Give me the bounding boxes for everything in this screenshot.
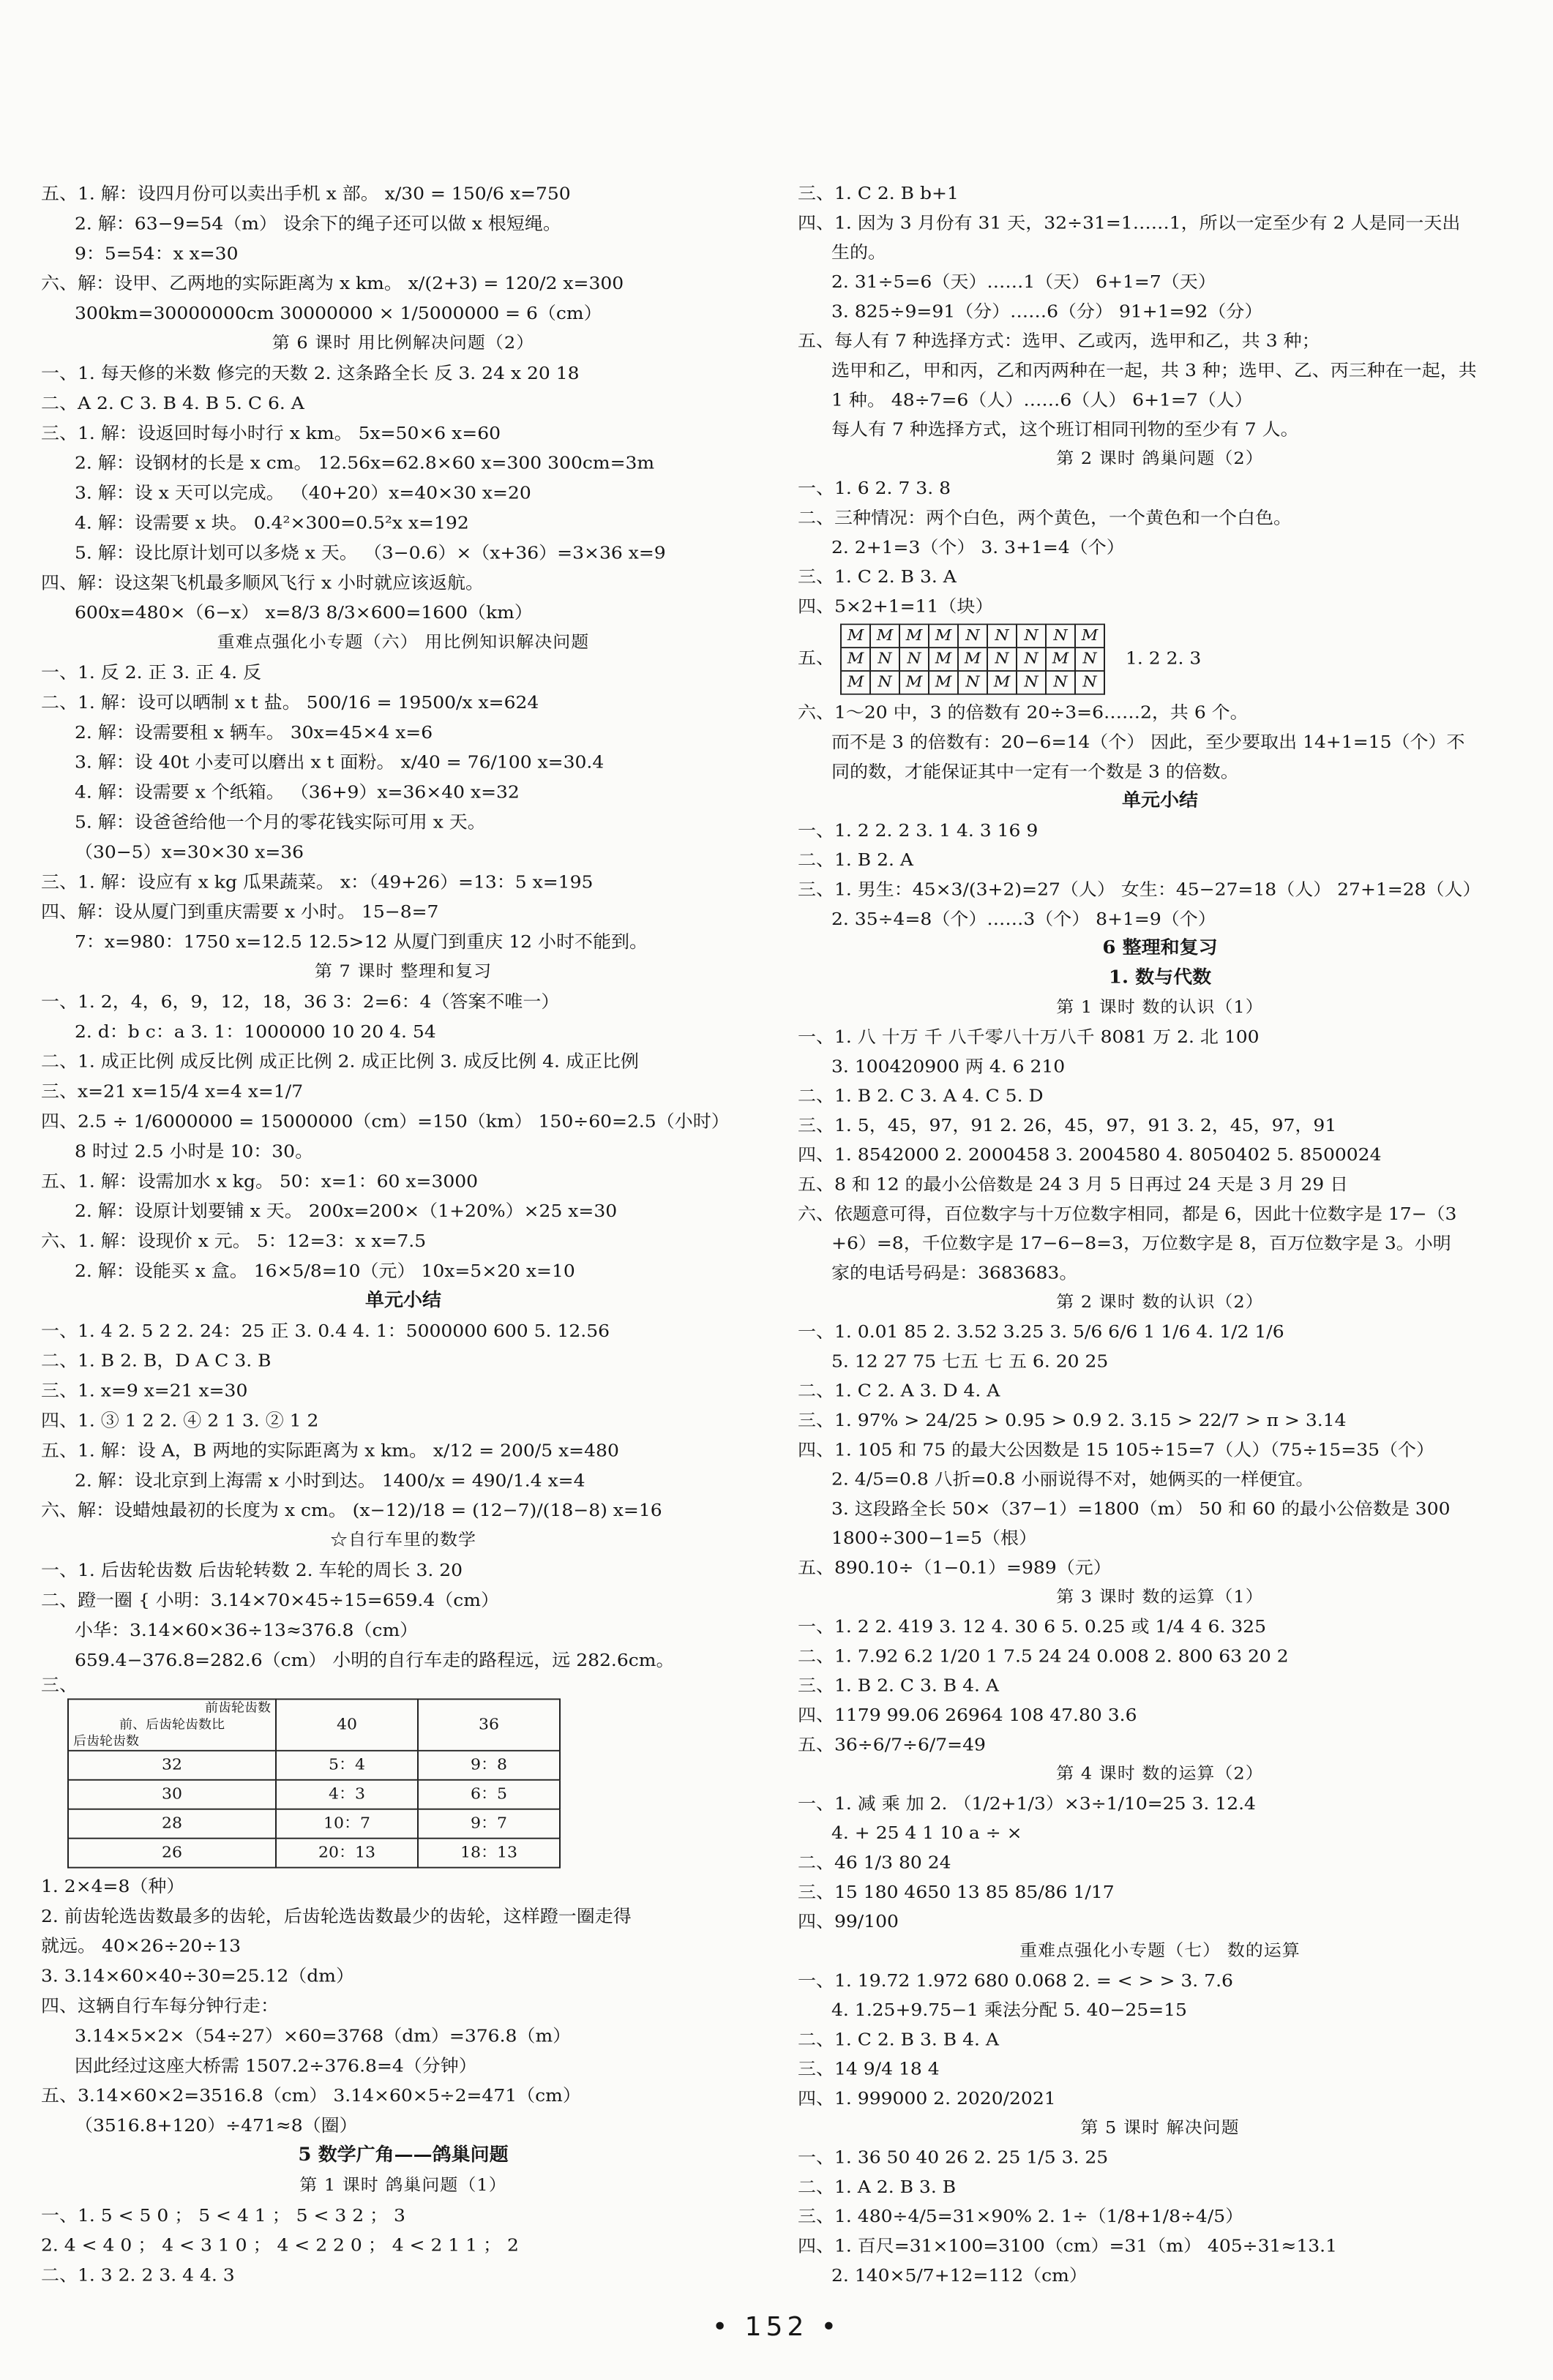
answer-line: 生的。 bbox=[831, 242, 887, 263]
answer-line: 三、1. C 2. B 3. A bbox=[798, 566, 957, 587]
left-column bbox=[41, 179, 766, 2290]
answer-line: 一、1. 每天修的米数 修完的天数 2. 这条路全长 反 3. 24 x 20 18 bbox=[41, 363, 580, 383]
answer-line: 2. 4 < 4 0 ； 4 < 3 1 0 ； 4 < 2 2 0 ； 4 < 2 1 1 ； 2 bbox=[41, 2234, 519, 2256]
answer-line: 六、1～20 中，3 的倍数有 20÷3=6……2，共 6 个。 bbox=[798, 702, 1249, 723]
answer-line: 三、1. 男生：45×3/(3+2)=27（人） 女生：45−27=18（人） 27+1=28（人） bbox=[798, 879, 1481, 900]
mn-grid-block bbox=[798, 623, 1522, 694]
table-cell: 26 bbox=[68, 1839, 276, 1868]
answer-line: 五、890.10÷（1−0.1）=989（元） bbox=[798, 1557, 1112, 1578]
table-cell: 10：7 bbox=[276, 1809, 418, 1839]
answer-line: 一、1. 反 2. 正 3. 正 4. 反 bbox=[41, 662, 262, 683]
answer-line: 五、1. 解：设四月份可以卖出手机 x 部。 x/30 = 150/6 x=750 bbox=[41, 183, 571, 204]
answer-line: 二、三种情况：两个白色，两个黄色，一个黄色和一个白色。 bbox=[798, 507, 1292, 528]
answer-line: 四、1179 99.06 26964 108 47.80 3.6 bbox=[798, 1705, 1137, 1725]
answer-line: 9：5=54：x x=30 bbox=[75, 243, 239, 264]
answer-line: 1800÷300−1=5（根） bbox=[831, 1528, 1037, 1548]
table-cell: N bbox=[1017, 671, 1046, 694]
answer-line: 300km=30000000cm 30000000 × 1/5000000 = 6（cm） bbox=[75, 303, 602, 323]
answer-line: 1. 2 2. 3 bbox=[1120, 647, 1202, 668]
table-cell: M bbox=[1075, 624, 1104, 647]
answer-line: 1 种。 48÷7=6（人）……6（人） 6+1=7（人） bbox=[831, 389, 1253, 410]
answer-line: 2. 解：设北京到上海需 x 小时到达。 1400/x = 490/1.4 x=4 bbox=[75, 1470, 585, 1491]
answer-line: （30−5）x=30×30 x=36 bbox=[75, 841, 304, 863]
answer-line: 二、1. 解：设可以晒制 x t 盐。 500/16 = 19500/x x=624 bbox=[41, 692, 539, 713]
answer-line: 二、1. B 2. B，D A C 3. B bbox=[41, 1350, 272, 1371]
answer-line: 5. 解：设爸爸给他一个月的零花钱实际可用 x 天。 bbox=[75, 811, 486, 833]
right-column bbox=[798, 179, 1522, 2290]
table-cell: 9：7 bbox=[418, 1809, 560, 1839]
answer-line: 三、15 180 4650 13 85 85/86 1/17 bbox=[798, 1882, 1115, 1902]
answer-line: 四、1. 999000 2. 2020/2021 bbox=[798, 2088, 1056, 2109]
answer-line: 7：x=980：1750 x=12.5 12.5>12 从厦门到重庆 12 小时不能到。 bbox=[75, 931, 648, 952]
gear-ratio-block bbox=[41, 1675, 766, 1871]
answer-line: 3. 解：设 x 天可以完成。 （40+20）x=40×30 x=20 bbox=[75, 482, 531, 503]
answer-line: 三、1. 480÷4/5=31×90% 2. 1÷（1/8+1/8÷4/5） bbox=[798, 2206, 1244, 2226]
table-row bbox=[841, 671, 1104, 694]
answer-line: 3. 解：设 40t 小麦可以磨出 x t 面粉。 x/40 = 76/100 x=30.4 bbox=[75, 751, 605, 773]
answer-line: 同的数，才能保证其中一定有一个数是 3 的倍数。 bbox=[831, 761, 1239, 781]
section-heading: 第 1 课时 数的认识（1） bbox=[1056, 997, 1264, 1017]
answer-line: 因此经过这座大桥需 1507.2÷376.8=4（分钟） bbox=[75, 2055, 477, 2076]
answer-line: 二、1. B 2. C 3. A 4. C 5. D bbox=[798, 1086, 1044, 1106]
question-label: 五、 bbox=[798, 647, 835, 668]
answer-line: 一、1. 2 2. 2 3. 1 4. 3 16 9 bbox=[798, 820, 1039, 841]
answer-line: 3. 100420900 两 4. 6 210 bbox=[831, 1056, 1066, 1076]
answer-line: 三、1. 5，45，97，91 2. 26，45，97，91 3. 2，45，97，91 bbox=[798, 1115, 1337, 1135]
answer-line: 三、14 9/4 18 4 bbox=[798, 2059, 940, 2079]
answer-line: 2. 2+1=3（个） 3. 3+1=4（个） bbox=[831, 537, 1125, 558]
answer-line: +6）=8，千位数字是 17−6−8=3，万位数字是 8，百万位数字是 3。小明 bbox=[831, 1233, 1451, 1253]
answer-line: 一、1. 36 50 40 26 2. 25 1/5 3. 25 bbox=[798, 2147, 1109, 2168]
table-row bbox=[68, 1809, 560, 1839]
section-heading: 第 1 课时 鸽巢问题（1） bbox=[299, 2175, 507, 2195]
answer-line: 2. 35÷4=8（个）……3（个） 8+1=9（个） bbox=[831, 909, 1216, 929]
table-cell: N bbox=[870, 647, 899, 671]
table-cell: 32 bbox=[68, 1751, 276, 1780]
answer-line: 600x=480×（6−x） x=8/3 8/3×600=1600（km） bbox=[75, 602, 533, 623]
table-cell: N bbox=[987, 624, 1017, 647]
answer-line: 四、5×2+1=11（块） bbox=[798, 596, 994, 617]
section-heading: 第 6 课时 用比例解决问题（2） bbox=[272, 333, 535, 353]
table-cell: M bbox=[841, 624, 870, 647]
answer-line: 4. 1.25+9.75−1 乘法分配 5. 40−25=15 bbox=[831, 2000, 1187, 2020]
answer-line: 二、蹬一圈 { 小明：3.14×70×45÷15=659.4（cm） bbox=[41, 1590, 499, 1610]
answer-line: 二、A 2. C 3. B 4. B 5. C 6. A bbox=[41, 392, 304, 413]
answer-line: 5. 解：设比原计划可以多烧 x 天。 （3−0.6）×（x+36）=3×36 x=9 bbox=[75, 542, 666, 563]
answer-line: 五、1. 解：设需加水 x kg。 50：x=1：60 x=3000 bbox=[41, 1171, 479, 1192]
answer-line: 三、x=21 x=15/4 x=4 x=1/7 bbox=[41, 1081, 304, 1102]
answer-line: 2. 解：设能买 x 盒。 16×5/8=10（元） 10x=5×20 x=10 bbox=[75, 1261, 575, 1281]
answer-line: 三、1. 97% > 24/25 > 0.95 > 0.9 2. 3.15 > 22/7 > π > 3.14 bbox=[798, 1410, 1347, 1430]
answer-line: 二、1. 3 2. 2 3. 4 4. 3 bbox=[41, 2264, 235, 2286]
table-cell: N bbox=[1017, 624, 1046, 647]
answer-line: 一、1. 5 < 5 0 ； 5 < 4 1 ； 5 < 3 2 ； 3 bbox=[41, 2204, 405, 2226]
answer-line: 五、8 和 12 的最小公倍数是 24 3 月 5 日再过 24 天是 3 月 29 日 bbox=[798, 1174, 1349, 1195]
table-cell: 6：5 bbox=[418, 1780, 560, 1809]
table-cell: M bbox=[958, 647, 987, 671]
answer-line: 一、1. 2，4，6，9，12，18，36 3：2=6：4（答案不唯一） bbox=[41, 991, 560, 1012]
table-cell: M bbox=[841, 671, 870, 694]
answer-line: 六、解：设蜡烛最初的长度为 x cm。 (x−12)/18 = (12−7)/(18−8) x=16 bbox=[41, 1500, 662, 1520]
answer-line: 2. d：b c：a 3. 1：1000000 10 20 4. 54 bbox=[75, 1021, 436, 1042]
answer-line: 选甲和乙，甲和丙，乙和丙两种在一起，共 3 种；选甲、乙、丙三种在一起，共 bbox=[831, 360, 1477, 380]
answer-line: 4. + 25 4 1 10 a ÷ × bbox=[831, 1822, 1022, 1843]
answer-line: 小华：3.14×60×36÷13≈376.8（cm） bbox=[75, 1619, 419, 1640]
table-cell: N bbox=[958, 624, 987, 647]
answer-line: 2. 4/5=0.8 八折=0.8 小丽说得不对，她俩买的一样便宜。 bbox=[831, 1469, 1314, 1490]
answer-line: 一、1. 19.72 1.972 680 0.068 2. = < > > 3. 7.6 bbox=[798, 1970, 1233, 1991]
table-corner-cell: 前齿轮齿数 前、后齿轮齿数比 后齿轮齿数 bbox=[68, 1699, 276, 1750]
answer-line: 一、1. 4 2. 5 2 2. 24：25 正 3. 0.4 4. 1：5000000 600 5. 12.56 bbox=[41, 1320, 610, 1341]
answer-line: 四、1. 8542000 2. 2000458 3. 2004580 4. 8050402 5. 8500024 bbox=[798, 1144, 1382, 1165]
table-cell: 20：13 bbox=[276, 1839, 418, 1868]
table-row bbox=[68, 1839, 560, 1868]
table-cell: 30 bbox=[68, 1780, 276, 1809]
table-cell: N bbox=[1046, 624, 1075, 647]
table-cell: 4：3 bbox=[276, 1780, 418, 1809]
answer-line: 四、解：设从厦门到重庆需要 x 小时。 15−8=7 bbox=[41, 901, 439, 922]
answer-line: 659.4−376.8=282.6（cm） 小明的自行车走的路程远，远 282.6cm。 bbox=[75, 1649, 675, 1670]
section-heading: 5 数学广角——鸽巢问题 bbox=[298, 2144, 509, 2166]
answer-line: 二、1. B 2. A bbox=[798, 849, 913, 870]
table-cell: M bbox=[929, 671, 958, 694]
answer-line: 2. 解：设需要租 x 辆车。 30x=45×4 x=6 bbox=[75, 721, 433, 743]
answer-line: 五、每人有 7 种选择方式：选甲、乙或丙，选甲和乙，共 3 种； bbox=[798, 331, 1320, 351]
answer-line: 五、36÷6/7÷6/7=49 bbox=[798, 1734, 986, 1754]
answer-line: 三、1. C 2. B b+1 bbox=[798, 183, 959, 203]
section-heading: 1. 数与代数 bbox=[1108, 966, 1212, 988]
answer-line: 4. 解：设需要 x 块。 0.4²×300=0.5²x x=192 bbox=[75, 512, 469, 533]
table-cell: M bbox=[841, 647, 870, 671]
answer-line: 就远。 40×26÷20÷13 bbox=[41, 1935, 242, 1956]
table-cell: N bbox=[987, 647, 1017, 671]
answer-line: 3. 3.14×60×40÷30=25.12（dm） bbox=[41, 1965, 354, 1986]
answer-line: 2. 解：63−9=54（m） 设余下的绳子还可以做 x 根短绳。 bbox=[75, 213, 561, 234]
table-cell: N bbox=[1046, 671, 1075, 694]
answer-line: 1. 2×4=8（种） bbox=[41, 1876, 185, 1896]
answer-line: 5. 12 27 75 七五 七 五 6. 20 25 bbox=[831, 1351, 1109, 1371]
answer-line: 每人有 7 种选择方式，这个班订相同刊物的至少有 7 人。 bbox=[831, 418, 1299, 440]
table-cell: 18：13 bbox=[418, 1839, 560, 1868]
answer-line: 一、1. 后齿轮齿数 后齿轮转数 2. 车轮的周长 3. 20 bbox=[41, 1560, 463, 1580]
answer-line: 3. 这段路全长 50×（37−1）=1800（m） 50 和 60 的最小公倍数是 300 bbox=[831, 1498, 1451, 1519]
answer-line: 五、3.14×60×2=3516.8（cm） 3.14×60×5÷2=471（cm） bbox=[41, 2085, 581, 2106]
page-number: • 152 • bbox=[711, 2312, 842, 2342]
answer-line: 六、1. 解：设现价 x 元。 5：12=3：x x=7.5 bbox=[41, 1231, 427, 1251]
table-cell: N bbox=[958, 671, 987, 694]
table-cell: M bbox=[987, 671, 1017, 694]
answer-line: 4. 解：设需要 x 个纸箱。 （36+9）x=36×40 x=32 bbox=[75, 781, 520, 803]
mn-grid-table bbox=[840, 623, 1105, 694]
table-cell: N bbox=[1075, 671, 1104, 694]
answer-line: 三、1. 解：设返回时每小时行 x km。 5x=50×6 x=60 bbox=[41, 422, 501, 443]
answer-line: 一、1. 八 十万 千 八千零八十万八千 8081 万 2. 北 100 bbox=[798, 1026, 1260, 1047]
answer-line: 3. 825÷9=91（分）……6（分） 91+1=92（分） bbox=[831, 301, 1263, 321]
answer-line: 3.14×5×2×（54÷27）×60=3768（dm）=376.8（m） bbox=[75, 2025, 572, 2046]
answer-line: 一、1. 减 乘 加 2. （1/2+1/3）×3÷1/10=25 3. 12.4 bbox=[798, 1793, 1256, 1814]
section-heading: 单元小结 bbox=[1121, 790, 1198, 811]
answer-line: 而不是 3 的倍数有：20−6=14（个） 因此，至少要取出 14+1=15（个）不 bbox=[831, 732, 1465, 752]
answer-line: 二、46 1/3 80 24 bbox=[798, 1852, 951, 1873]
table-cell: N bbox=[1075, 647, 1104, 671]
table-cell: N bbox=[1017, 647, 1046, 671]
answer-line: 一、1. 0.01 85 2. 3.52 3.25 3. 5/6 6/6 1 1/6 4. 1/2 1/6 bbox=[798, 1321, 1284, 1342]
answer-line: 四、解：设这架飞机最多顺风飞行 x 小时就应该返航。 bbox=[41, 572, 484, 593]
table-cell: M bbox=[929, 647, 958, 671]
answer-line: 四、这辆自行车每分钟行走： bbox=[41, 1995, 280, 2016]
section-heading: 第 2 课时 数的认识（2） bbox=[1056, 1292, 1264, 1312]
gear-ratio-table bbox=[67, 1698, 561, 1868]
answer-line: 二、1. C 2. A 3. D 4. A bbox=[798, 1381, 1000, 1401]
answer-line: 8 时过 2.5 小时是 10：30。 bbox=[75, 1141, 314, 1162]
table-row bbox=[841, 647, 1104, 671]
table-cell: 5：4 bbox=[276, 1751, 418, 1780]
answer-line: 四、1. ③ 1 2 2. ④ 2 1 3. ② 1 2 bbox=[41, 1410, 319, 1431]
answer-line: 五、1. 解：设 A，B 两地的实际距离为 x km。 x/12 = 200/5 x=480 bbox=[41, 1440, 619, 1461]
question-label: 三、 bbox=[41, 1675, 78, 1695]
table-cell: M bbox=[899, 671, 929, 694]
section-heading: 单元小结 bbox=[364, 1290, 441, 1311]
table-cell: 9：8 bbox=[418, 1751, 560, 1780]
section-heading: ☆自行车里的数学 bbox=[330, 1530, 476, 1550]
section-heading: 重难点强化小专题（七） 数的运算 bbox=[1019, 1940, 1301, 1961]
answer-line: 2. 解：设钢材的长是 x cm。 12.56x=62.8×60 x=300 300cm=3m bbox=[75, 452, 655, 473]
answer-line: （3516.8+120）÷471≈8（圈） bbox=[75, 2115, 358, 2136]
table-row bbox=[68, 1751, 560, 1780]
answer-line: 2. 解：设原计划要铺 x 天。 200x=200×（1+20%）×25 x=30 bbox=[75, 1201, 618, 1221]
table-cell: M bbox=[870, 624, 899, 647]
answer-line: 四、1. 105 和 75 的最大公因数是 15 105÷15=7（人）（75÷15=35（个） bbox=[798, 1439, 1435, 1460]
section-heading: 第 7 课时 整理和复习 bbox=[314, 961, 493, 981]
answer-line: 家的电话号码是：3683683。 bbox=[831, 1262, 1078, 1283]
table-cell: N bbox=[899, 647, 929, 671]
answer-line: 四、2.5 ÷ 1/6000000 = 15000000（cm）=150（km） 150÷60=2.5（小时） bbox=[41, 1111, 730, 1132]
answer-line: 二、1. C 2. B 3. B 4. A bbox=[798, 2029, 999, 2050]
section-heading: 第 4 课时 数的运算（2） bbox=[1056, 1764, 1264, 1784]
section-heading: 第 2 课时 鸽巢问题（2） bbox=[1056, 448, 1264, 468]
table-row bbox=[841, 624, 1104, 647]
section-heading: 第 5 课时 解决问题 bbox=[1080, 2117, 1240, 2137]
table-cell: M bbox=[1046, 647, 1075, 671]
table-cell: M bbox=[929, 624, 958, 647]
answer-line: 三、1. 解：设应有 x kg 瓜果蔬菜。 x：（49+26）=13：5 x=195 bbox=[41, 871, 594, 892]
answer-line: 六、解：设甲、乙两地的实际距离为 x km。 x/(2+3) = 120/2 x=300 bbox=[41, 273, 624, 293]
answer-line: 2. 140×5/7+12=112（cm） bbox=[831, 2265, 1088, 2286]
answer-line: 二、1. 成正比例 成反比例 成正比例 2. 成正比例 3. 成反比例 4. 成正比例 bbox=[41, 1051, 639, 1072]
answer-line: 六、依题意可得，百位数字与十万位数字相同，都是 6，因此十位数字是 17−（3 bbox=[798, 1204, 1457, 1224]
answer-line: 一、1. 6 2. 7 3. 8 bbox=[798, 478, 951, 498]
section-heading: 第 3 课时 数的运算（1） bbox=[1056, 1587, 1264, 1607]
answer-line: 四、1. 百尺=31×100=3100（cm）=31（m） 405÷31≈13.1 bbox=[798, 2235, 1338, 2256]
answer-line: 一、1. 2 2. 419 3. 12 4. 30 6 5. 0.25 或 1/4 4 6. 325 bbox=[798, 1616, 1266, 1637]
table-row bbox=[68, 1780, 560, 1809]
table-header-cell: 40 bbox=[276, 1699, 418, 1750]
answer-line: 二、1. 7.92 6.2 1/20 1 7.5 24 24 0.008 2. 800 63 20 2 bbox=[798, 1645, 1289, 1667]
table-cell: 28 bbox=[68, 1809, 276, 1839]
section-heading: 6 整理和复习 bbox=[1102, 937, 1218, 958]
answer-line: 四、99/100 bbox=[798, 1911, 899, 1932]
answer-line: 二、1. A 2. B 3. B bbox=[798, 2177, 957, 2197]
table-cell: M bbox=[899, 624, 929, 647]
answer-line: 2. 31÷5=6（天）……1（天） 6+1=7（天） bbox=[831, 271, 1216, 292]
answer-line: 三、1. B 2. C 3. B 4. A bbox=[798, 1675, 999, 1696]
table-header-cell: 36 bbox=[418, 1699, 560, 1750]
table-cell: N bbox=[870, 671, 899, 694]
answer-line: 2. 前齿轮选齿数最多的齿轮，后齿轮选齿数最少的齿轮，这样蹬一圈走得 bbox=[41, 1905, 632, 1926]
section-heading: 重难点强化小专题（六） 用比例知识解决问题 bbox=[217, 632, 590, 652]
answer-line: 三、1. x=9 x=21 x=30 bbox=[41, 1380, 248, 1401]
answer-line: 四、1. 因为 3 月份有 31 天，32÷31=1……1，所以一定至少有 2 人是同一天出 bbox=[798, 212, 1461, 233]
